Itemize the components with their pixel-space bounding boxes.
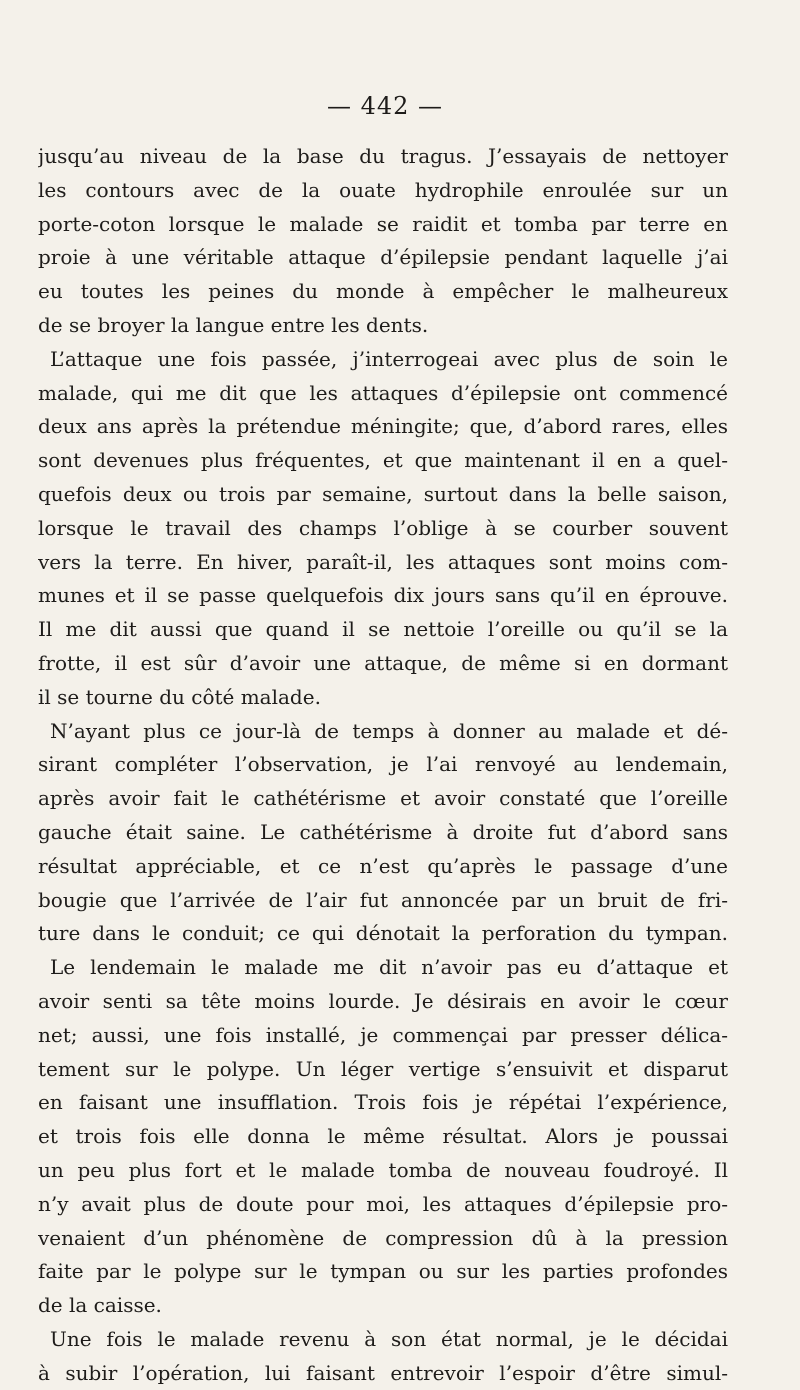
text-line: résultat appréciable, et ce n’est qu’après le passage d’une: [38, 853, 728, 878]
text-line: L’attaque une fois passée, j’interrogeai avec plus de soin le: [50, 346, 728, 371]
text-line: porte-coton lorsque le malade se raidit et tomba par terre en: [38, 211, 728, 236]
text-line: à subir l’opération, lui faisant entrevoir l’espoir d’être simul-: [38, 1360, 728, 1385]
text-line: bougie que l’arrivée de l’air fut annoncée par un bruit de fri-: [38, 887, 728, 912]
text-line: sirant compléter l’observation, je l’ai renvoyé au lendemain,: [38, 752, 728, 777]
text-line: deux ans après la prétendue méningite; que, d’abord rares, elles: [38, 414, 728, 439]
text-line: de la caisse.: [38, 1293, 162, 1318]
text-line: un peu plus fort et le malade tomba de nouveau foudroyé. Il: [38, 1157, 728, 1182]
text-line: n’y avait plus de doute pour moi, les attaques d’épilepsie pro-: [38, 1191, 728, 1216]
text-line: après avoir fait le cathétérisme et avoir constaté que l’oreille: [38, 786, 728, 811]
text-line: Il me dit aussi que quand il se nettoie l’oreille ou qu’il se la: [38, 617, 728, 642]
text-line: vers la terre. En hiver, paraît-il, les attaques sont moins com-: [38, 549, 728, 574]
text-line: Une fois le malade revenu à son état normal, je le décidai: [50, 1326, 728, 1351]
text-line: tement sur le polype. Un léger vertige s’ensuivit et disparut: [38, 1056, 728, 1081]
body-text: [38, 140, 728, 1390]
text-line: net; aussi, une fois installé, je commençai par presser délica-: [38, 1022, 728, 1047]
text-line: venaient d’un phénomène de compression dû à la pression: [38, 1225, 728, 1250]
text-line: avoir senti sa tête moins lourde. Je désirais en avoir le cœur: [38, 988, 728, 1013]
text-line: frotte, il est sûr d’avoir une attaque, de même si en dormant: [38, 650, 728, 675]
text-line: et trois fois elle donna le même résultat. Alors je poussai: [38, 1124, 728, 1149]
text-line: lorsque le travail des champs l’oblige à se courber souvent: [38, 515, 728, 540]
text-line: ture dans le conduit; ce qui dénotait la perforation du tympan.: [38, 921, 728, 946]
text-line: faite par le polype sur le tympan ou sur les parties profondes: [38, 1259, 728, 1284]
text-line: malade, qui me dit que les attaques d’épilepsie ont commencé: [38, 380, 728, 405]
text-line: N’ayant plus ce jour-là de temps à donner au malade et dé-: [50, 718, 728, 743]
page-number: — 442 —: [326, 92, 444, 120]
text-line: jusqu’au niveau de la base du tragus. J’essayais de nettoyer: [38, 144, 728, 168]
text-line: proie à une véritable attaque d’épilepsie pendant laquelle j’ai: [38, 245, 728, 270]
text-line: en faisant une insufflation. Trois fois je répétai l’expérience,: [38, 1090, 728, 1115]
text-line: munes et il se passe quelquefois dix jours sans qu’il en éprouve.: [38, 583, 728, 608]
text-line: de se broyer la langue entre les dents.: [38, 312, 429, 337]
text-line: sont devenues plus fréquentes, et que maintenant il en a quel-: [38, 448, 728, 473]
text-line: Le lendemain le malade me dit n’avoir pas eu d’attaque et: [50, 955, 728, 980]
text-line: gauche était saine. Le cathétérisme à droite fut d’abord sans: [38, 819, 728, 844]
text-line: eu toutes les peines du monde à empêcher le malheureux: [38, 279, 728, 304]
text-line: quefois deux ou trois par semaine, surtout dans la belle saison,: [38, 481, 728, 506]
text-line: les contours avec de la ouate hydrophile enroulée sur un: [38, 177, 728, 202]
text-line: il se tourne du côté malade.: [38, 684, 321, 709]
